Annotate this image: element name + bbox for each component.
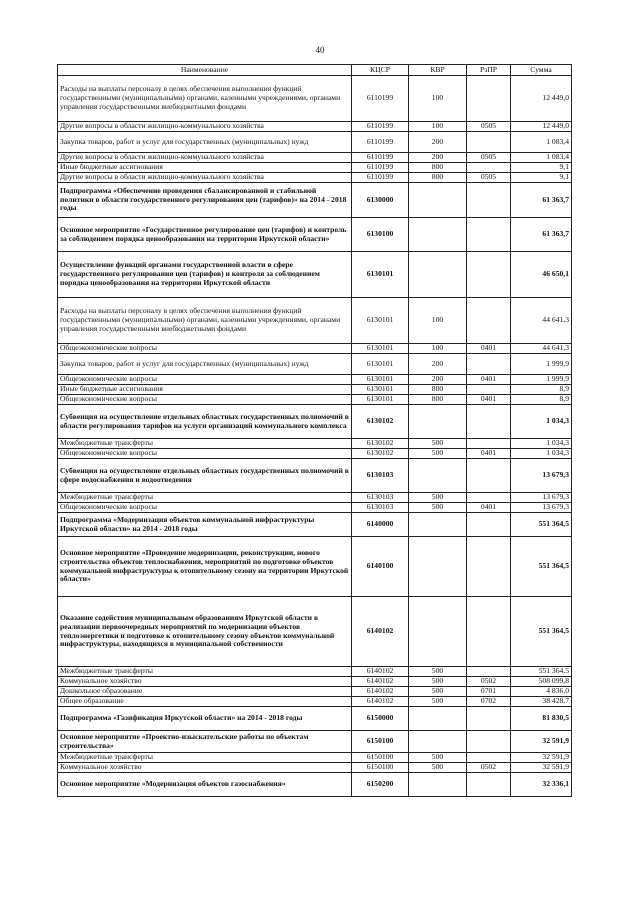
cell-kcsr: 6110199: [352, 76, 409, 122]
cell-kcsr: 6140100: [352, 537, 409, 597]
cell-sum: 551 364,5: [511, 597, 572, 667]
cell-name: Дошкольное образование: [58, 687, 352, 697]
table-row: [58, 183, 572, 218]
cell-kcsr: 6130102: [352, 405, 409, 439]
table-row: [58, 173, 572, 183]
cell-name: Межбюджетные трансферты: [58, 667, 352, 677]
cell-kcsr: 6110199: [352, 163, 409, 173]
cell-sum: 551 364,5: [511, 537, 572, 597]
table-row: [58, 697, 572, 707]
cell-kcsr: 6110199: [352, 153, 409, 163]
cell-kcsr: 6130103: [352, 493, 409, 503]
cell-rzpr: 0502: [467, 677, 511, 687]
table-row: [58, 218, 572, 252]
cell-kcsr: 6130101: [352, 375, 409, 385]
table-header-row: [58, 65, 572, 76]
cell-kvr: [409, 459, 467, 493]
header-rzpr: РзПР: [467, 65, 511, 76]
cell-kcsr: 6140102: [352, 687, 409, 697]
table-row: [58, 707, 572, 731]
cell-kcsr: 6140102: [352, 677, 409, 687]
cell-sum: 32 591,9: [511, 731, 572, 753]
cell-sum: 12 449,0: [511, 76, 572, 122]
cell-rzpr: 0401: [467, 449, 511, 459]
cell-name: Расходы на выплаты персоналу в целях обеспечения выполнения функций государственными (муниципальными) органами, казенными учреждениями, органами управления государственными внебюджетными фондами: [58, 298, 352, 344]
table-row: [58, 252, 572, 298]
cell-kvr: [409, 183, 467, 218]
table-row: [58, 375, 572, 385]
cell-rzpr: [467, 183, 511, 218]
cell-kvr: 500: [409, 503, 467, 513]
cell-kcsr: 6140102: [352, 597, 409, 667]
cell-name: Коммунальное хозяйство: [58, 763, 352, 773]
table-row: [58, 163, 572, 173]
cell-rzpr: [467, 773, 511, 797]
cell-sum: 1 034,3: [511, 405, 572, 439]
cell-rzpr: [467, 252, 511, 298]
cell-rzpr: [467, 459, 511, 493]
cell-kcsr: 6150100: [352, 753, 409, 763]
cell-kvr: 500: [409, 677, 467, 687]
table-row: [58, 132, 572, 153]
cell-kcsr: 6110199: [352, 122, 409, 132]
cell-rzpr: 0702: [467, 697, 511, 707]
cell-sum: 12 449,0: [511, 122, 572, 132]
cell-rzpr: 0505: [467, 173, 511, 183]
table-row: [58, 513, 572, 537]
cell-sum: 8,9: [511, 395, 572, 405]
table-row: [58, 122, 572, 132]
cell-kvr: 500: [409, 493, 467, 503]
table-row: [58, 395, 572, 405]
cell-name: Подпрограмма «Модернизация объектов коммунальной инфраструктуры Иркутской области» на 2014 - 2018 годы: [58, 513, 352, 537]
cell-rzpr: [467, 537, 511, 597]
cell-name: Закупка товаров, работ и услуг для государственных (муниципальных) нужд: [58, 132, 352, 153]
cell-rzpr: [467, 218, 511, 252]
table-row: [58, 753, 572, 763]
cell-kcsr: 6130103: [352, 503, 409, 513]
cell-kvr: 100: [409, 344, 467, 354]
cell-kvr: 500: [409, 667, 467, 677]
table-row: [58, 344, 572, 354]
cell-kvr: 100: [409, 76, 467, 122]
table-row: [58, 677, 572, 687]
cell-sum: 1 083,4: [511, 153, 572, 163]
cell-name: Коммунальное хозяйство: [58, 677, 352, 687]
cell-kvr: 500: [409, 753, 467, 763]
table-row: [58, 439, 572, 449]
cell-sum: 32 336,1: [511, 773, 572, 797]
cell-kcsr: 6140000: [352, 513, 409, 537]
cell-rzpr: [467, 132, 511, 153]
header-kcsr: КЦСР: [352, 65, 409, 76]
cell-kcsr: 6130101: [352, 298, 409, 344]
cell-kcsr: 6130101: [352, 385, 409, 395]
table-row: [58, 385, 572, 395]
cell-kvr: 100: [409, 298, 467, 344]
cell-rzpr: [467, 163, 511, 173]
cell-rzpr: [467, 385, 511, 395]
cell-name: Оказание содействия муниципальным образованиям Иркутской области в реализации первоочередных мероприятий по модернизации объектов теплоэнергетики и подготовке к отопительному сезону объектов коммунальной инфраструктуры, находящихся в муниципальной собственности: [58, 597, 352, 667]
cell-kvr: [409, 773, 467, 797]
cell-kvr: 800: [409, 163, 467, 173]
cell-kvr: 200: [409, 132, 467, 153]
cell-rzpr: 0401: [467, 344, 511, 354]
cell-name: Иные бюджетные ассигнования: [58, 163, 352, 173]
cell-sum: 61 363,7: [511, 183, 572, 218]
header-kvr: КВР: [409, 65, 467, 76]
cell-sum: 1 999,9: [511, 375, 572, 385]
cell-kcsr: 6130100: [352, 218, 409, 252]
cell-name: Общее образование: [58, 697, 352, 707]
cell-kcsr: 6110199: [352, 132, 409, 153]
cell-kvr: [409, 731, 467, 753]
cell-kvr: 200: [409, 375, 467, 385]
cell-name: Основное мероприятие «Модернизация объектов газоснабжения»: [58, 773, 352, 797]
cell-sum: 508 099,8: [511, 677, 572, 687]
cell-kvr: 800: [409, 173, 467, 183]
cell-rzpr: [467, 597, 511, 667]
cell-rzpr: 0505: [467, 122, 511, 132]
table-row: [58, 459, 572, 493]
cell-name: Другие вопросы в области жилищно-коммунального хозяйства: [58, 153, 352, 163]
cell-kcsr: 6150100: [352, 731, 409, 753]
cell-name: Другие вопросы в области жилищно-коммунального хозяйства: [58, 173, 352, 183]
table-row: [58, 731, 572, 753]
cell-sum: 32 591,9: [511, 763, 572, 773]
cell-sum: 32 591,9: [511, 753, 572, 763]
cell-kcsr: 6130101: [352, 344, 409, 354]
cell-sum: 46 650,1: [511, 252, 572, 298]
cell-rzpr: [467, 76, 511, 122]
cell-sum: 551 364,5: [511, 667, 572, 677]
cell-rzpr: [467, 667, 511, 677]
table-row: [58, 449, 572, 459]
cell-kcsr: 6140102: [352, 667, 409, 677]
cell-kvr: [409, 597, 467, 667]
table-row: [58, 153, 572, 163]
page-number: 40: [315, 45, 325, 55]
cell-rzpr: 0401: [467, 375, 511, 385]
cell-name: Подпрограмма «Газификация Иркутской области» на 2014 - 2018 годы: [58, 707, 352, 731]
cell-kvr: 100: [409, 122, 467, 132]
cell-sum: 44 641,3: [511, 344, 572, 354]
cell-sum: 9,1: [511, 173, 572, 183]
cell-kcsr: 6130101: [352, 252, 409, 298]
header-name: Наименование: [58, 65, 352, 76]
cell-kcsr: 6130101: [352, 354, 409, 375]
cell-rzpr: 0502: [467, 763, 511, 773]
cell-name: Основное мероприятие «Государственное регулирование цен (тарифов) и контроль за соблюдением порядка ценообразования на территории Иркутской области»: [58, 218, 352, 252]
cell-kvr: 500: [409, 763, 467, 773]
cell-kvr: [409, 252, 467, 298]
cell-sum: 13 679,3: [511, 493, 572, 503]
cell-name: Основное мероприятие «Проектно-изыскательские работы по объектам строительства»: [58, 731, 352, 753]
cell-kvr: 500: [409, 697, 467, 707]
cell-kvr: [409, 513, 467, 537]
cell-name: Общеэкономические вопросы: [58, 449, 352, 459]
cell-sum: 4 836,0: [511, 687, 572, 697]
cell-sum: 9,1: [511, 163, 572, 173]
cell-name: Общеэкономические вопросы: [58, 503, 352, 513]
cell-kvr: [409, 405, 467, 439]
table-row: [58, 298, 572, 344]
cell-rzpr: [467, 439, 511, 449]
cell-rzpr: [467, 493, 511, 503]
cell-rzpr: [467, 513, 511, 537]
cell-rzpr: [467, 298, 511, 344]
cell-kvr: 500: [409, 687, 467, 697]
cell-name: Межбюджетные трансферты: [58, 439, 352, 449]
cell-rzpr: 0401: [467, 503, 511, 513]
cell-kcsr: 6140102: [352, 697, 409, 707]
cell-sum: 13 679,3: [511, 503, 572, 513]
cell-sum: 1 034,3: [511, 439, 572, 449]
cell-sum: 551 364,5: [511, 513, 572, 537]
cell-sum: 8,9: [511, 385, 572, 395]
table-row: [58, 503, 572, 513]
cell-sum: 1 999,9: [511, 354, 572, 375]
cell-kcsr: 6130103: [352, 459, 409, 493]
cell-rzpr: [467, 731, 511, 753]
cell-name: Осуществление функций органами государственной власти в сфере государственного регулирования цен (тарифов) и контроля за соблюдением порядка ценообразования на территории Иркутской области: [58, 252, 352, 298]
cell-kvr: [409, 537, 467, 597]
table-row: [58, 537, 572, 597]
table-row: [58, 763, 572, 773]
table-row: [58, 76, 572, 122]
cell-sum: 61 363,7: [511, 218, 572, 252]
table-row: [58, 493, 572, 503]
cell-kcsr: 6110199: [352, 173, 409, 183]
cell-kcsr: 6150200: [352, 773, 409, 797]
table-row: [58, 405, 572, 439]
cell-kvr: 200: [409, 153, 467, 163]
header-sum: Сумма: [511, 65, 572, 76]
budget-table: [57, 64, 572, 797]
table-row: [58, 667, 572, 677]
table-row: [58, 597, 572, 667]
cell-name: Общеэкономические вопросы: [58, 375, 352, 385]
cell-kcsr: 6130102: [352, 449, 409, 459]
table-row: [58, 773, 572, 797]
cell-name: Подпрограмма «Обеспечение проведения сбалансированной и стабильной политики в области государственного регулирования цен (тарифов)» на 2014 - 2018 годы: [58, 183, 352, 218]
cell-kvr: [409, 707, 467, 731]
table-row: [58, 687, 572, 697]
cell-name: Иные бюджетные ассигнования: [58, 385, 352, 395]
cell-kvr: 800: [409, 385, 467, 395]
cell-kcsr: 6150100: [352, 763, 409, 773]
cell-sum: 13 679,3: [511, 459, 572, 493]
cell-name: Расходы на выплаты персоналу в целях обеспечения выполнения функций государственными (муниципальными) органами, казенными учреждениями, органами управления государственными внебюджетными фондами: [58, 76, 352, 122]
cell-name: Общеэкономические вопросы: [58, 344, 352, 354]
table-row: [58, 354, 572, 375]
cell-rzpr: 0401: [467, 395, 511, 405]
cell-sum: 44 641,3: [511, 298, 572, 344]
cell-kvr: 500: [409, 449, 467, 459]
cell-kvr: 500: [409, 439, 467, 449]
cell-name: Общеэкономические вопросы: [58, 395, 352, 405]
cell-name: Закупка товаров, работ и услуг для государственных (муниципальных) нужд: [58, 354, 352, 375]
cell-name: Межбюджетные трансферты: [58, 493, 352, 503]
cell-kvr: 200: [409, 354, 467, 375]
cell-kcsr: 6150000: [352, 707, 409, 731]
cell-rzpr: [467, 354, 511, 375]
cell-kvr: [409, 218, 467, 252]
cell-name: Субвенция на осуществление отдельных областных государственных полномочий в области регулирования тарифов на услуги организаций коммунального комплекса: [58, 405, 352, 439]
cell-rzpr: 0701: [467, 687, 511, 697]
cell-rzpr: 0505: [467, 153, 511, 163]
cell-kcsr: 6130000: [352, 183, 409, 218]
cell-kcsr: 6130101: [352, 395, 409, 405]
cell-sum: 1 083,4: [511, 132, 572, 153]
cell-kvr: 800: [409, 395, 467, 405]
cell-name: Субвенция на осуществление отдельных областных государственных полномочий в сфере водоснабжения и водоотведения: [58, 459, 352, 493]
cell-sum: 1 034,3: [511, 449, 572, 459]
cell-rzpr: [467, 707, 511, 731]
cell-name: Основное мероприятие «Проведение модернизации, реконструкции, нового строительства объектов теплоснабжения, мероприятий по подготовке объектов коммунальной инфраструктуры к отопительному сезону на территории Иркутской области»: [58, 537, 352, 597]
cell-rzpr: [467, 405, 511, 439]
cell-sum: 81 830,5: [511, 707, 572, 731]
cell-rzpr: [467, 753, 511, 763]
cell-sum: 38 428,7: [511, 697, 572, 707]
cell-name: Межбюджетные трансферты: [58, 753, 352, 763]
cell-name: Другие вопросы в области жилищно-коммунального хозяйства: [58, 122, 352, 132]
cell-kcsr: 6130102: [352, 439, 409, 449]
